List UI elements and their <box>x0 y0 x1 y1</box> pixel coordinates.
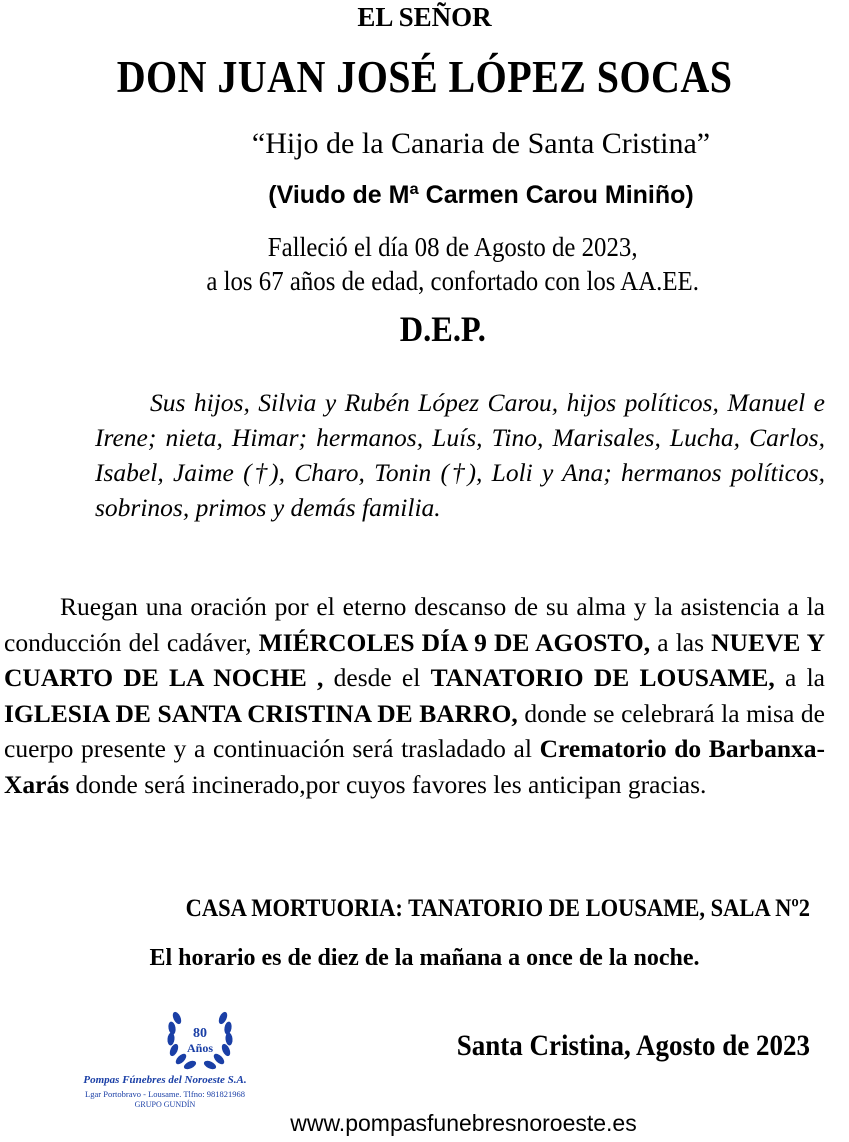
death-date-line: Falleció el día 08 de Agosto de 2023, <box>267 232 638 262</box>
ceremony-text-3: desde el <box>323 663 431 692</box>
ceremony-time: NUEVE Y CUARTO DE LA NOCHE , <box>4 627 825 692</box>
ceremony-church: IGLESIA DE SANTA CRISTINA DE BARRO, <box>4 698 518 728</box>
logo-years-word: Años <box>186 1041 214 1055</box>
deceased-name: DON JUAN JOSÉ LÓPEZ SOCAS <box>116 51 733 102</box>
family-paragraph <box>95 385 825 525</box>
wake-hours: El horario es de diez de la mañana a once de la noche. <box>149 945 700 971</box>
heading-el-senor: EL SEÑOR <box>357 2 492 32</box>
logo-company-name: Pompas Fúnebres del Noroeste S.A. <box>83 1074 247 1086</box>
family-text: Sus hijos, Silvia y Rubén López Carou, hijos políticos, Manuel e Irene; nieta, Himar; hermanos, Luís, Tino, Marisales, Lucha, Carlos, Isabel, Jaime (†), Charo, Tonin (†), Loli y Ana; hermanos políticos, sobrinos, primos y demás familia. <box>95 388 825 522</box>
logo-group: GRUPO GUNDÍN <box>134 1100 196 1109</box>
death-info <box>0 230 849 298</box>
ceremony-text-4: a la <box>774 663 825 692</box>
death-age-line: a los 67 años de edad, confortado con los AA.EE. <box>206 266 699 296</box>
widower-line: (Viudo de Mª Carmen Carou Miniño) <box>268 181 694 209</box>
logo-years-number: 80 <box>193 1026 207 1041</box>
ceremony-date: MIÉRCOLES DÍA 9 DE AGOSTO, <box>258 627 651 657</box>
ceremony-crematorium: Crematorio do Barbanxa-Xarás <box>4 734 825 799</box>
place-and-date: Santa Cristina, Agosto de 2023 <box>456 1029 810 1062</box>
ceremony-text-6: donde será incinerado,por cuyos favores les anticipan gracias. <box>69 769 707 799</box>
ceremony-paragraph <box>4 589 825 802</box>
logo-address: Lgar Portobravo - Lousame. Tlfno: 981821968 <box>85 1089 245 1099</box>
ceremony-text-2: a las <box>650 627 712 657</box>
nickname: “Hijo de la Canaria de Santa Cristina” <box>251 127 711 160</box>
website-link[interactable]: www.pompasfunebresnoroeste.es <box>290 1110 637 1136</box>
ceremony-origin: TANATORIO DE LOUSAME, <box>430 663 775 692</box>
ceremony-text-5: donde se celebrará la misa de cuerpo presente y a continuación será trasladado al <box>4 698 825 763</box>
dep-mark: D.E.P. <box>399 309 486 349</box>
wake-location: CASA MORTUORIA: TANATORIO DE LOUSAME, SALA Nº2 <box>185 895 811 922</box>
ceremony-text-1: Ruegan una oración por el eterno descanso de su alma y la asistencia a la conducción del cadáver, <box>4 592 825 657</box>
